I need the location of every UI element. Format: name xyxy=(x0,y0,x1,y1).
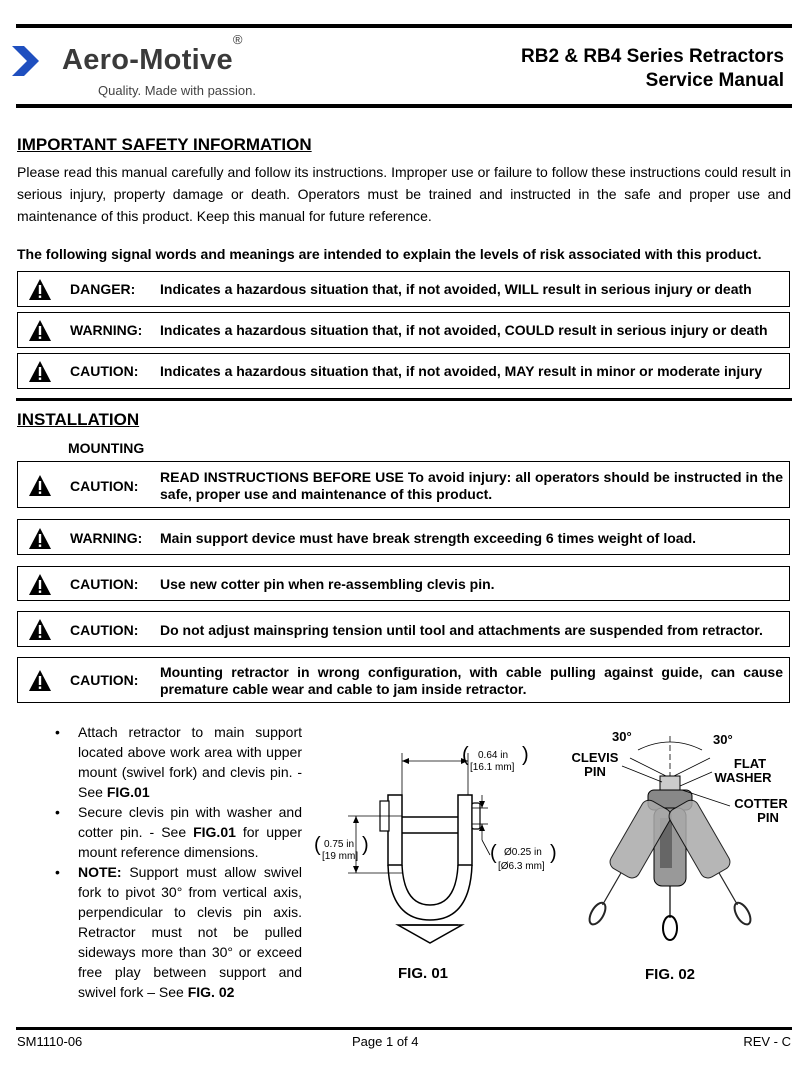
signal-word: CAUTION: xyxy=(70,576,139,592)
bullet-dot-icon: • xyxy=(55,724,60,740)
warning-triangle-icon xyxy=(29,361,51,382)
warning-triangle-icon xyxy=(29,619,51,640)
brand-chevron-icon xyxy=(12,46,40,76)
warning-triangle-icon xyxy=(29,670,51,691)
signal-word: DANGER: xyxy=(70,281,136,297)
footer-rule xyxy=(16,1027,792,1030)
fig02-caption: FIG. 02 xyxy=(645,966,696,983)
document-title: RB2 & RB4 Series Retractors xyxy=(521,46,784,67)
warning-triangle-icon xyxy=(29,574,51,595)
notice-box xyxy=(17,611,790,647)
angle-label-left: 30° xyxy=(612,729,632,744)
notice-text: Mounting retractor in wrong configuration, with cable pulling against guide, can cause premature cable wear and cable to jam inside retractor. xyxy=(160,664,783,697)
brand-tagline: Quality. Made with passion. xyxy=(98,83,256,98)
signal-word: CAUTION: xyxy=(70,363,139,379)
signal-meaning: Indicates a hazardous situation that, if not avoided, WILL result in serious injury or death xyxy=(160,281,752,297)
angle-label-right: 30° xyxy=(713,732,733,747)
header-bottom-rule xyxy=(16,104,792,108)
notice-text: Do not adjust mainspring tension until tool and attachments are suspended from retractor. xyxy=(160,622,763,638)
safety-intro: Please read this manual carefully and follow its instructions. Improper use or failure to follow these instructions could result in serious injury, property damage or death. Operators must be trained and instructed in the safe and proper use and maintenance of this product. Keep this manual for future reference. xyxy=(17,164,791,224)
bullet-dot-icon: • xyxy=(55,804,60,820)
list-item: • Attach retractor to main support located above work area with upper mount (swivel fork) and clevis pin. - See FIG.01 xyxy=(55,724,302,800)
notice-text: Main support device must have break strength exceeding 6 times weight of load. xyxy=(160,530,697,546)
label-clevis-pin: CLEVIS PIN xyxy=(571,750,619,779)
brand-name: Aero-Motive® xyxy=(62,32,243,76)
signal-word: CAUTION: xyxy=(70,478,139,494)
label-cotter-pin: COTTER PIN xyxy=(734,796,788,825)
warning-triangle-icon xyxy=(29,475,51,496)
notice-box xyxy=(17,657,790,703)
section-rule xyxy=(16,398,792,401)
label-flat-washer: FLAT WASHER xyxy=(714,756,772,785)
footer-page-number: Page 1 of 4 xyxy=(352,1034,419,1049)
warning-triangle-icon xyxy=(29,320,51,341)
list-item: • NOTE: Support must allow swivel fork to pivot 30° from vertical axis, perpendicular to clevis pin axis. Retractor must not be pulled sideways more than 30° or exceed free play between support and swivel fork – See FIG. 02 xyxy=(55,864,302,1000)
signal-word: WARNING: xyxy=(70,530,143,546)
signal-word: CAUTION: xyxy=(70,622,139,638)
footer-doc-number: SM1110-06 xyxy=(17,1034,83,1049)
bullet-dot-icon: • xyxy=(55,864,60,880)
notice-box xyxy=(17,566,790,601)
signal-word: CAUTION: xyxy=(70,672,139,688)
warning-triangle-icon xyxy=(29,528,51,549)
document-subtitle: Service Manual xyxy=(645,70,784,91)
footer-revision: REV - C xyxy=(743,1034,791,1049)
notice-text: Use new cotter pin when re-assembling clevis pin. xyxy=(160,576,495,592)
signal-word: WARNING: xyxy=(70,322,143,338)
mounting-subheading: MOUNTING xyxy=(68,440,145,456)
warning-triangle-icon xyxy=(29,279,51,300)
signal-meaning: Indicates a hazardous situation that, if not avoided, MAY result in minor or moderate injury xyxy=(160,363,763,379)
signal-meaning: Indicates a hazardous situation that, if not avoided, COULD result in serious injury or death xyxy=(160,322,768,338)
list-item: • Secure clevis pin with washer and cotter pin. - See FIG.01 for upper mount reference dimensions. xyxy=(55,804,302,860)
safety-heading: IMPORTANT SAFETY INFORMATION xyxy=(17,135,312,154)
mounting-instructions xyxy=(52,722,302,1002)
notice-text: READ INSTRUCTIONS BEFORE USE To avoid injury: all operators should be instructed in the safe, proper use and maintenance of this product. xyxy=(160,469,783,502)
top-rule xyxy=(16,24,792,28)
signal-box-warning xyxy=(17,312,790,348)
installation-heading: INSTALLATION xyxy=(17,410,140,429)
signal-box-danger xyxy=(17,271,790,307)
notice-box xyxy=(17,519,790,555)
notice-box xyxy=(17,461,790,508)
fig01-caption: FIG. 01 xyxy=(398,965,449,982)
signal-intro: The following signal words and meanings are intended to explain the levels of risk associated with this product. xyxy=(17,246,762,262)
signal-box-caution xyxy=(17,353,790,389)
